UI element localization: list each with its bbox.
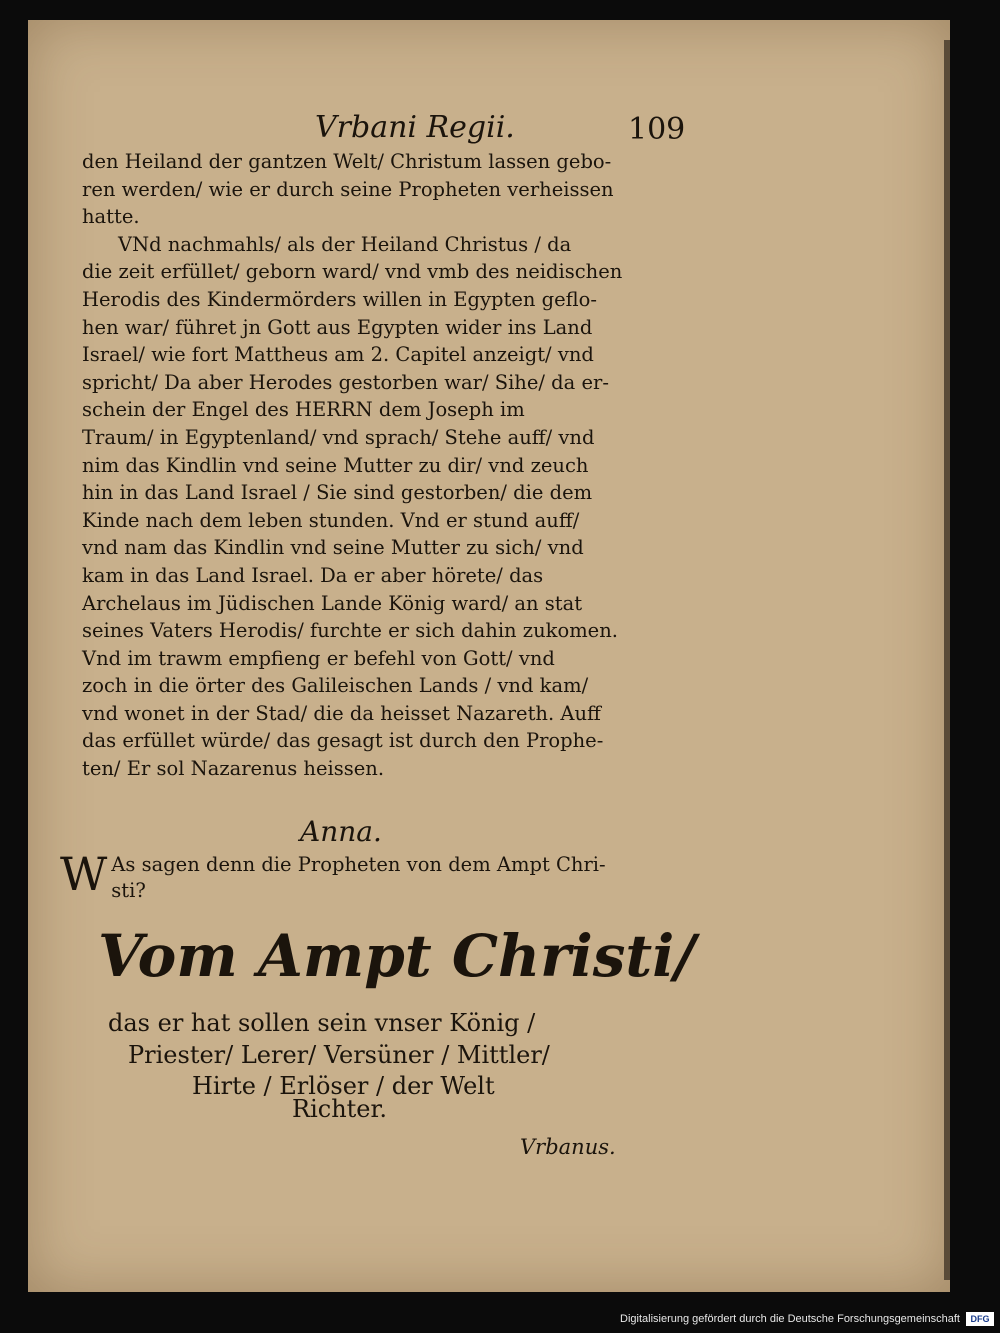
text-line: Vnd im trawm empfieng er befehl von Gott/ vnd — [82, 646, 555, 670]
text-line: spricht/ Da aber Herodes gestorben war/ Sihe/ da er- — [82, 370, 609, 394]
text-line: vnd nam das Kindlin vnd seine Mutter zu sich/ vnd — [82, 536, 584, 560]
section-subtitle-line: Richter. — [292, 1095, 387, 1123]
text-line: Israel/ wie fort Mattheus am 2. Capitel anzeigt/ vnd — [82, 343, 594, 367]
text-line: ten/ Er sol Nazarenus heissen. — [82, 757, 385, 781]
text-line: nim das Kindlin vnd seine Mutter zu dir/ vnd zeuch — [82, 453, 589, 477]
speaker-name: Anna. — [300, 815, 382, 848]
text-line: seines Vaters Herodis/ furchte er sich dahin zukomen. — [82, 619, 618, 643]
question-text — [60, 847, 606, 904]
text-line: hatte. — [82, 205, 140, 229]
respondent-name: Vrbanus. — [520, 1135, 616, 1159]
drop-initial: W — [60, 847, 108, 901]
question-line: sti? — [111, 879, 146, 902]
text-line: ren werden/ wie er durch seine Propheten verheissen — [82, 177, 614, 201]
section-subtitle-line: Priester/ Lerer/ Versüner / Mittler/ — [128, 1041, 550, 1069]
body-text — [82, 148, 622, 783]
text-line: zoch in die örter des Galileischen Lands / vnd kam/ — [82, 674, 589, 698]
section-title: Vom Ampt Christi/ — [98, 922, 696, 990]
page-number: 109 — [628, 112, 686, 147]
text-line: hin in das Land Israel / Sie sind gestorben/ die dem — [82, 481, 593, 505]
text-line: Herodis des Kindermörders willen in Egypten geflo- — [82, 287, 597, 311]
text-line: hen war/ führet jn Gott aus Egypten wider ins Land — [82, 315, 593, 339]
text-line: schein der Engel des HERRN dem Joseph im — [82, 398, 525, 422]
section-subtitle-line: das er hat sollen sein vnser König / — [108, 1009, 536, 1037]
section-subtitle-line: Hirte / Erlöser / der Welt — [192, 1072, 495, 1100]
text-line: den Heiland der gantzen Welt/ Christum lassen gebo- — [82, 150, 612, 173]
page-edge — [944, 40, 950, 1280]
text-line: Archelaus im Jüdischen Lande König ward/ an stat — [82, 591, 583, 615]
question-line: As sagen denn die Propheten von dem Ampt Chri- — [111, 853, 606, 876]
text-line: Traum/ in Egyptenland/ vnd sprach/ Stehe auff/ vnd — [82, 425, 595, 449]
dfg-logo: DFG — [966, 1312, 994, 1326]
text-line: die zeit erfüllet/ geborn ward/ vnd vmb des neidischen — [82, 260, 623, 284]
text-line: vnd wonet in der Stad/ die da heisset Nazareth. Auff — [82, 701, 601, 725]
text-line: kam in das Land Israel. Da er aber hörete/ das — [82, 563, 544, 587]
text-line: das erfüllet würde/ das gesagt ist durch den Prophe- — [82, 729, 604, 753]
funding-credit: Digitalisierung gefördert durch die Deutsche Forschungsgemeinschaft — [620, 1313, 960, 1325]
text-line: VNd nachmahls/ als der Heiland Christus / da — [118, 232, 572, 256]
running-title: Vrbani Regii. — [315, 110, 515, 145]
text-line: Kinde nach dem leben stunden. Vnd er stund auff/ — [82, 508, 580, 532]
